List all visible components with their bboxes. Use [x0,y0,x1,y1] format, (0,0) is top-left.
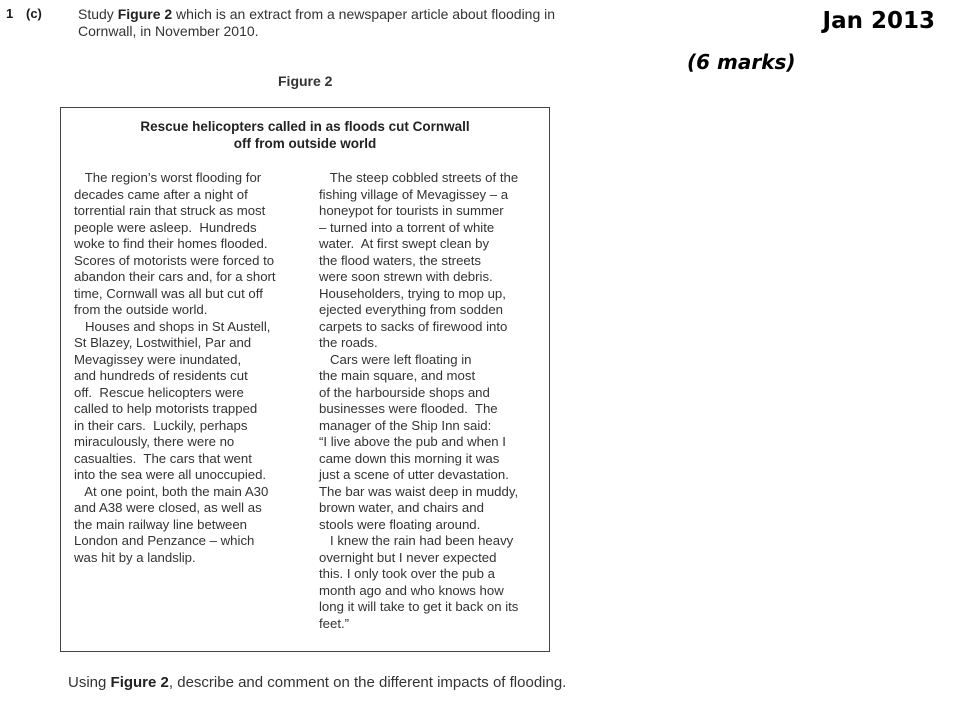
article-line: I knew the rain had been heavy [319,533,514,548]
prompt-pre: Using [68,674,111,691]
article-line: was hit by a landslip. [74,549,196,565]
headline-line-2: off from outside world [233,136,377,151]
article-line: carpets to sacks of firewood into [319,318,508,334]
question-intro [78,6,578,40]
prompt-post: , describe and comment on the different impacts of flooding. [168,674,567,691]
question-part: (c) [26,6,42,21]
article-line: manager of the Ship Inn said: [319,417,492,433]
article-line: London and Penzance – which [74,533,255,548]
article-right-column [319,170,544,632]
article-line: – turned into a torrent of white [319,219,495,235]
article-line: long it will take to get it back on its [319,599,519,614]
article-line: Mevagissey were inundated, [74,351,242,367]
article-line: casualties. The cars that went [74,450,252,466]
article-line: At one point, both the main A30 [74,483,269,499]
article-line: The bar was waist deep in muddy, [319,483,519,499]
article-line: into the sea were all unoccupied. [74,467,267,482]
prompt-figure-ref: Figure 2 [110,674,169,691]
article-line: people were asleep. Hundreds [74,219,257,235]
article-line: Cars were left floating in [319,351,472,367]
figure-box [60,107,550,652]
article-line: the main railway line between [74,516,247,532]
article-line: Scores of motorists were forced to [74,252,275,268]
article-line: this. I only took over the pub a [319,566,495,581]
article-line: the main square, and most [319,368,476,383]
intro-figure-ref: Figure 2 [117,6,173,22]
article-line: water. At first swept clean by [319,236,490,251]
marks-label: (6 marks) [687,50,796,74]
article-line: decades came after a night of [74,186,248,202]
exam-date: Jan 2013 [822,8,935,34]
article-line: in their cars. Luckily, perhaps [74,417,248,433]
article-line: time, Cornwall was all but cut off [74,285,263,301]
article-line: torrential rain that struck as most [74,203,266,218]
article-line: Householders, trying to mop up, [319,285,506,301]
article-line: the roads. [319,335,378,350]
article-line: St Blazey, Lostwithiel, Par and [74,335,252,350]
article-line: miraculously, there were no [74,434,235,449]
article-headline [61,118,549,152]
article-line: businesses were flooded. The [319,401,498,416]
question-prompt [68,674,566,691]
question-number: 1 [6,6,14,21]
headline-line-1: Rescue helicopters called in as floods cut Cornwall [140,119,470,134]
article-line: month ago and who knows how [319,582,504,598]
article-line: off. Rescue helicopters were [74,384,244,400]
article-line: “I live above the pub and when I [319,434,506,449]
article-line: and hundreds of residents cut [74,368,248,383]
article-line: just a scene of utter devastation. [319,467,509,482]
article-line: from the outside world. [74,302,208,317]
article-line: woke to find their homes flooded. [74,236,268,251]
article-line: abandon their cars and, for a short [74,269,276,284]
article-line: honeypot for tourists in summer [319,203,504,218]
article-line: brown water, and chairs and [319,500,484,515]
intro-pre: Study [78,6,118,22]
article-line: stools were floating around. [319,516,481,532]
article-line: feet.” [319,615,350,631]
intro-post: which is an extract from a newspaper article about flooding in Cornwall, in November 2010. [78,6,556,39]
article-line: came down this morning it was [319,450,500,466]
article-line: called to help motorists trapped [74,401,258,416]
article-left-column [74,170,309,566]
figure-label: Figure 2 [278,73,333,89]
article-line: overnight but I never expected [319,549,497,565]
article-line: Houses and shops in St Austell, [74,318,271,334]
article-line: The region’s worst flooding for [74,170,262,185]
article-line: were soon strewn with debris. [319,269,493,284]
article-line: fishing village of Mevagissey – a [319,186,509,202]
article-line: and A38 were closed, as well as [74,500,262,515]
article-line: The steep cobbled streets of the [319,170,519,185]
article-line: of the harbourside shops and [319,384,490,400]
article-line: the flood waters, the streets [319,252,481,268]
article-line: ejected everything from sodden [319,302,504,317]
